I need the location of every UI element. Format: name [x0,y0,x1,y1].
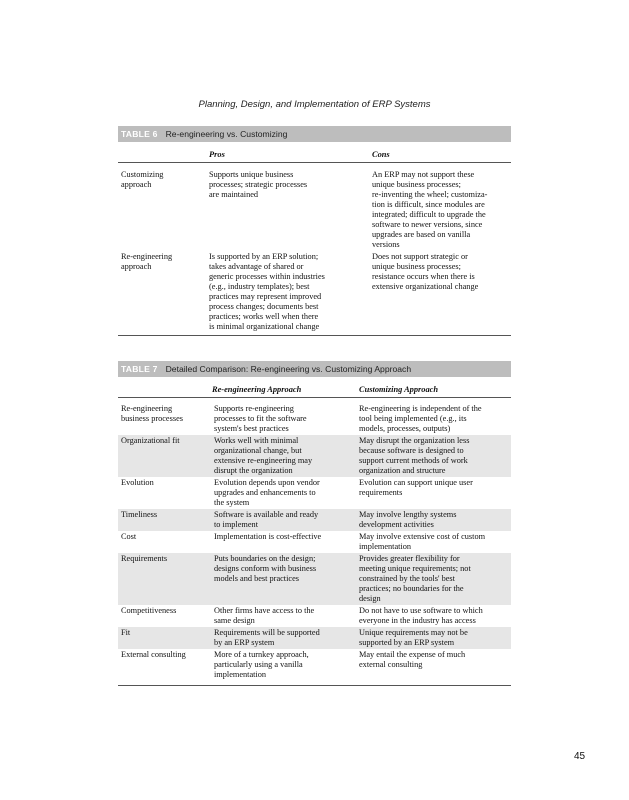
table7-header-customizing: Customizing Approach [359,385,439,394]
table7-customizing-cell: May entail the expense of much external consulting [359,650,466,669]
table6-cons-cell: An ERP may not support these unique business processes; re-inventing the wheel; customiza- tion is difficult, since modules are integrated; difficult to upgrade the software to newer versions, since upgrades are based on vanilla versions [372,170,488,249]
table7-row-label: External consulting [121,650,186,659]
table6-title: Re-engineering vs. Customizing [165,129,288,139]
table7-customizing-cell: Do not have to use software to which everyone in the industry has access [359,606,483,625]
table7-reengineering-cell: Evolution depends upon vendor upgrades and enhancements to the system [214,478,320,507]
table7-row-label: Organizational fit [121,436,180,445]
table7-header-reengineering: Re-engineering Approach [212,385,302,394]
table7-reengineering-cell: Implementation is cost-effective [214,532,322,541]
page-number: 45 [574,751,586,762]
table7-row-label: Timeliness [121,510,158,519]
table7-title: Detailed Comparison: Re-engineering vs. Customizing Approach [165,364,412,374]
table7-header-rule [118,397,511,398]
table6-header-pros: Pros [209,150,225,159]
table7-row-label: Requirements [121,554,168,563]
table7-row-label: Cost [121,532,137,541]
table7-number: TABLE 7 [121,364,158,374]
table7-customizing-cell: Evolution can support unique user requirements [359,478,473,497]
table6-row-label: Re-engineering approach [121,252,173,271]
table7-reengineering-cell: Requirements will be supported by an ERP system [214,628,320,647]
table6-pros-cell: Is supported by an ERP solution; takes advantage of shared or generic processes within industries (e.g., industry templates); best practices may represent improved process changes; documents best practices; works well when there is minimal organizational change [209,252,325,331]
table6-pros-cell: Supports unique business processes; strategic processes are maintained [209,170,308,199]
table7-customizing-cell: May involve lengthy systems development activities [359,510,457,529]
table7-row-label: Re-engineering business processes [121,404,183,423]
table7-row-label: Competitiveness [121,606,177,615]
table6-cons-cell: Does not support strategic or unique business processes; resistance occurs when there is extensive organizational change [372,252,479,291]
table7-customizing-cell: May disrupt the organization less because software is designed to support current methods of work organization and structure [359,436,470,475]
running-head: Planning, Design, and Implementation of ERP Systems [198,99,431,110]
table7-reengineering-cell: Software is available and ready to implement [214,510,319,529]
table7-reengineering-cell: More of a turnkey approach, particularly using a vanilla implementation [214,650,309,679]
table7-reengineering-cell: Other firms have access to the same design [214,606,315,625]
table6-row-label: Customizing approach [121,170,164,189]
table6-header-rule [118,162,511,163]
table7-title-bar [118,361,511,377]
table6-header-cons: Cons [372,150,390,159]
table6-number: TABLE 6 [121,129,158,139]
table7-row-label: Fit [121,628,131,637]
table7-reengineering-cell: Supports re-engineering processes to fit the software system's best practices [214,404,307,433]
table7-customizing-cell: Provides greater flexibility for meeting unique requirements; not constrained by the tools' best practices; no boundaries for the design [359,554,471,603]
table7-reengineering-cell: Works well with minimal organizational change, but extensive re-engineering may disrupt the organization [214,436,313,475]
table7-customizing-cell: Unique requirements may not be supported by an ERP system [359,628,468,647]
table7-reengineering-cell: Puts boundaries on the design; designs conform with business models and best practices [214,554,317,583]
table6-title-bar [118,126,511,142]
table6-bottom-rule [118,335,511,336]
table7-customizing-cell: Re-engineering is independent of the tool being implemented (e.g., its models, processes, outputs) [359,404,482,433]
table7-bottom-rule [118,685,511,686]
table7-customizing-cell: May involve extensive cost of custom implementation [359,532,486,551]
table7-row-label: Evolution [121,478,154,487]
